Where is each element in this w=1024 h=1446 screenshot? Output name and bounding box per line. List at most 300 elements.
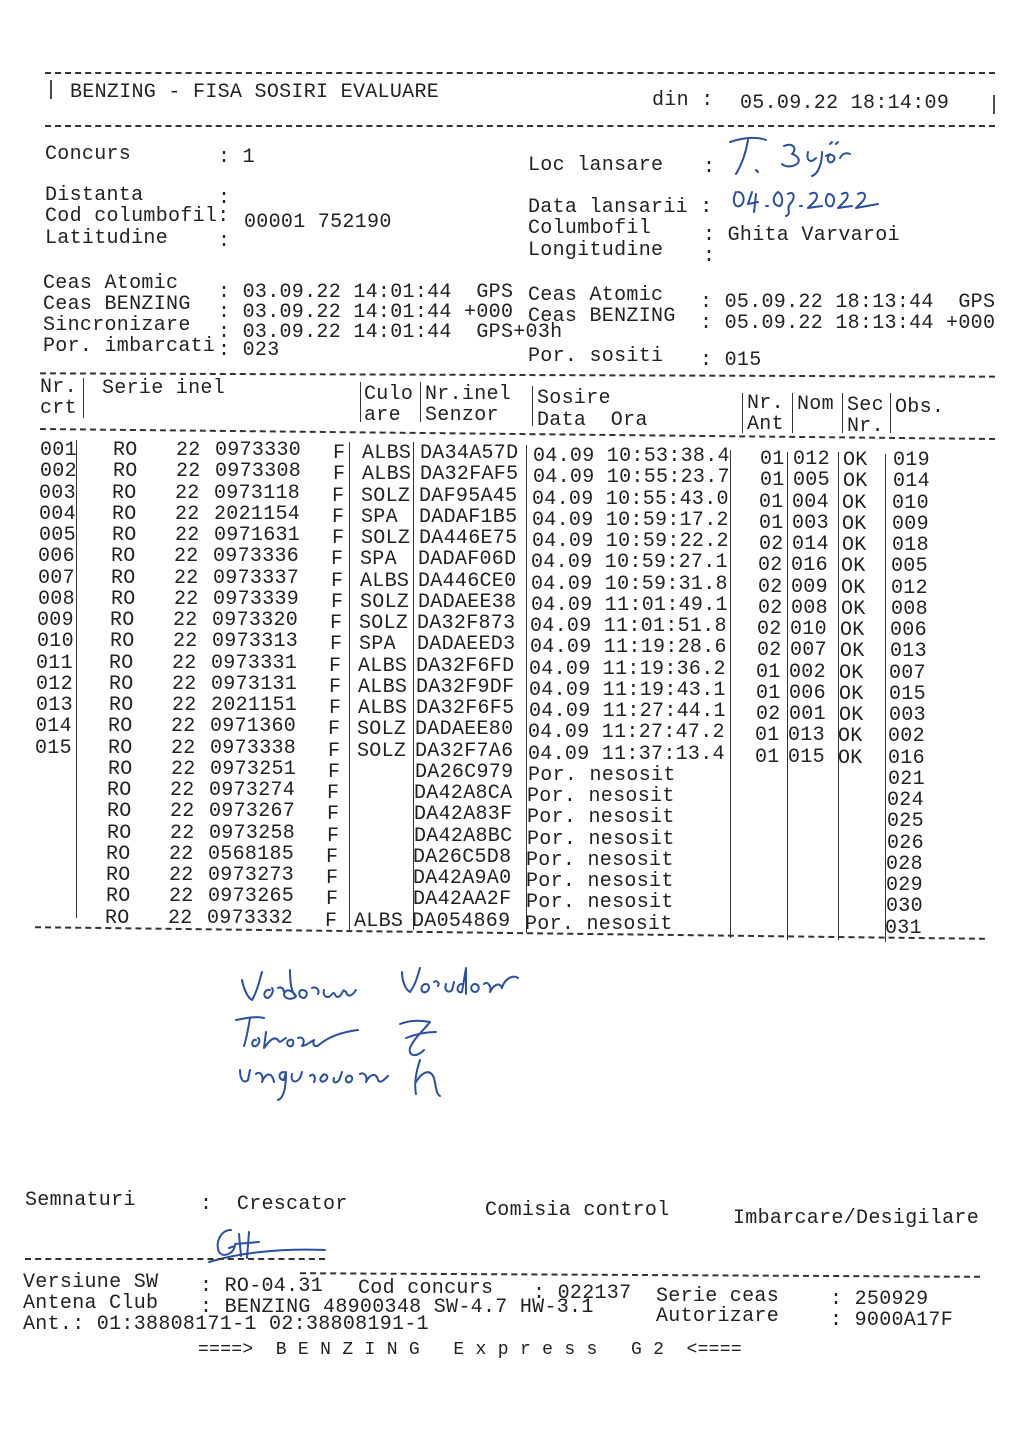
arrival-time: 04.09 11:19:36.2 [529, 658, 726, 681]
column-rule [349, 442, 350, 930]
color: ALBS [358, 655, 408, 678]
ring-country: RO [110, 609, 135, 632]
sex: F [329, 655, 342, 678]
data-lansarii-label: Data lansarii : [528, 196, 713, 219]
sec-nr: OK [838, 725, 863, 748]
ring-serial: 0973331 [211, 652, 298, 675]
color: SPA [359, 633, 396, 656]
antenna: 02 [758, 576, 783, 599]
col-sec-header: Sec [847, 394, 884, 417]
row-number: 011 [36, 652, 73, 675]
divider [45, 72, 995, 74]
sex: F [332, 506, 345, 529]
obs: 016 [888, 747, 925, 770]
serie-ceas-label: Serie ceas [656, 1285, 780, 1308]
ring-year: 22 [170, 779, 195, 802]
latitudine-label: Latitudine [45, 227, 169, 250]
arrival-time: Por. nesosit [526, 870, 674, 893]
ring-year: 22 [173, 630, 198, 653]
sensor-ring: DA42A8CA [414, 782, 513, 805]
column-rule [730, 450, 731, 938]
ring-country: RO [113, 439, 138, 462]
ring-country: RO [106, 864, 131, 887]
arrival-time: 04.09 11:01:49.1 [531, 594, 728, 617]
cod-concurs-label: Cod concurs [358, 1277, 494, 1300]
ring-country: RO [105, 907, 130, 930]
obs: 026 [887, 832, 924, 855]
obs: 003 [889, 704, 926, 727]
sex: F [325, 910, 338, 933]
cod-concurs-value: : 022137 [533, 1282, 632, 1305]
sec-nr: OK [840, 619, 865, 642]
sensor-ring: DADAEED3 [417, 633, 516, 656]
sex: F [333, 442, 346, 465]
ring-country: RO [109, 673, 134, 696]
row-number: 007 [38, 567, 75, 590]
imbarcare-desigilare-label: Imbarcare/Desigilare [733, 1207, 980, 1230]
ring-serial: 0973332 [207, 907, 294, 930]
row-number: 008 [38, 588, 75, 611]
color: SOLZ [361, 527, 411, 550]
ring-serial: 0973267 [209, 800, 296, 823]
row-number: 012 [36, 673, 73, 696]
sex: F [326, 846, 339, 869]
nom: 016 [791, 554, 828, 577]
antenna: 01 [756, 682, 781, 705]
divider [25, 1258, 325, 1260]
ring-country: RO [107, 822, 132, 845]
sensor-ring: DADAEE38 [418, 591, 517, 614]
sex: F [327, 782, 340, 805]
ring-serial: 0971360 [210, 715, 297, 738]
ceas-benzing-label: Ceas BENZING [43, 293, 191, 316]
cod-columbofil-label: Cod columbofil: [45, 205, 230, 228]
column-rule [842, 393, 843, 433]
ring-year: 22 [169, 885, 194, 908]
sensor-ring: DADAF1B5 [419, 506, 518, 529]
column-rule [532, 386, 533, 426]
color: SOLZ [359, 612, 409, 635]
column-rule [787, 452, 788, 940]
border-bar: | [988, 94, 1001, 117]
sec-nr: OK [841, 598, 866, 621]
antenna-ids: Ant.: 01:38808171-1 02:38808191-1 [23, 1313, 429, 1336]
antenna: 01 [755, 746, 780, 769]
col-nom-header: Nom [797, 393, 834, 416]
obs: 021 [888, 768, 925, 791]
ring-year: 22 [172, 673, 197, 696]
col-culoare-header-2: are [364, 404, 401, 427]
obs: 013 [890, 640, 927, 663]
color: ALBS [362, 442, 412, 465]
sec-nr: OK [839, 662, 864, 685]
obs: 014 [893, 470, 930, 493]
obs: 025 [887, 810, 924, 833]
row-number: 005 [39, 524, 76, 547]
antenna: 02 [756, 703, 781, 726]
longitudine-value: : [703, 245, 716, 268]
sex: F [332, 485, 345, 508]
antenna: 02 [757, 618, 782, 641]
ring-year: 22 [168, 907, 193, 930]
arrival-time: 04.09 10:59:27.1 [531, 551, 728, 574]
obs: 030 [886, 895, 923, 918]
obs: 028 [886, 853, 923, 876]
por-imbarcati-label: Por. imbarcati [43, 335, 216, 358]
crescator-signature [205, 1222, 335, 1272]
ring-year: 22 [172, 694, 197, 717]
arrival-time: Por. nesosit [525, 913, 673, 936]
ring-serial: 0973313 [212, 630, 299, 653]
sensor-ring: DA446E75 [419, 527, 518, 550]
por-sositi-value: : 015 [700, 349, 762, 372]
ring-serial: 0973258 [209, 822, 296, 845]
col-sosire-header-2: Data Ora [537, 409, 648, 432]
sensor-ring: DA054869 [412, 910, 511, 933]
ring-country: RO [112, 482, 137, 505]
ring-year: 22 [169, 843, 194, 866]
ring-serial: 2021154 [214, 503, 301, 526]
ceas-atomic-value: : 03.09.22 14:01:44 GPS [218, 281, 514, 304]
column-rule [890, 393, 891, 433]
sensor-ring: DA446CE0 [418, 570, 517, 593]
obs: 005 [891, 555, 928, 578]
nom: 005 [793, 469, 830, 492]
sensor-ring: DAF95A45 [419, 485, 518, 508]
divider [45, 125, 995, 127]
autorizare-label: Autorizare [656, 1305, 780, 1328]
sex: F [327, 825, 340, 848]
sensor-ring: DA42A9A0 [413, 867, 512, 890]
distanta-value: : [218, 187, 231, 210]
sincronizare-label: Sincronizare [43, 314, 191, 337]
versiune-sw-value: : RO-04.31 [200, 1275, 324, 1298]
ring-serial: 0973336 [213, 545, 300, 568]
obs: 009 [892, 513, 929, 536]
nom: 007 [790, 639, 827, 662]
col-ant-header-2: Ant [747, 413, 784, 436]
sec-nr: OK [839, 704, 864, 727]
antenna: 01 [760, 448, 785, 471]
handwritten-loc-lansare [722, 130, 862, 185]
din-value: 05.09.22 18:14:09 [740, 92, 950, 115]
ring-country: RO [112, 524, 137, 547]
color: SPA [360, 548, 397, 571]
col-serie-header: Serie inel [102, 377, 226, 400]
col-senzor-header-2: Senzor [425, 404, 499, 427]
antenna: 01 [755, 724, 780, 747]
ceas-benzing-sosire-value: : 05.09.22 18:13:44 +000 [700, 312, 996, 335]
ring-serial: 0973274 [209, 779, 296, 802]
row-number: 015 [35, 737, 72, 760]
antenna: 01 [756, 661, 781, 684]
sensor-ring: DADAEE80 [415, 718, 514, 741]
ring-serial: 0973308 [215, 460, 302, 483]
nom: 003 [792, 512, 829, 535]
ring-country: RO [106, 885, 131, 908]
sec-nr: OK [840, 640, 865, 663]
columbofil-value: : Ghita Varvaroi [703, 224, 900, 247]
sensor-ring: DA34A57D [420, 442, 519, 465]
loc-lansare-colon: : [703, 156, 716, 179]
color: ALBS [358, 676, 408, 699]
sensor-ring: DA32F7A6 [415, 740, 514, 763]
arrival-time: 04.09 10:59:22.2 [532, 530, 729, 553]
ring-country: RO [111, 567, 136, 590]
ring-year: 22 [175, 524, 200, 547]
sex: F [333, 463, 346, 486]
nom: 001 [789, 703, 826, 726]
ring-country: RO [107, 779, 132, 802]
ceas-atomic-label: Ceas Atomic [43, 272, 179, 295]
sex: F [326, 888, 339, 911]
sex: F [326, 867, 339, 890]
col-obs-header: Obs. [895, 396, 945, 419]
sex: F [329, 697, 342, 720]
obs: 015 [889, 683, 926, 706]
ring-country: RO [108, 758, 133, 781]
sec-nr: OK [843, 449, 868, 472]
ring-country: RO [107, 800, 132, 823]
sex: F [329, 676, 342, 699]
row-number: 003 [39, 482, 76, 505]
loc-lansare-label: Loc lansare [528, 154, 664, 177]
col-ant-header: Nr. [747, 392, 784, 415]
row-number: 006 [38, 545, 75, 568]
ring-country: RO [109, 652, 134, 675]
row-number: 002 [40, 460, 77, 483]
obs: 012 [891, 577, 928, 600]
ring-country: RO [110, 630, 135, 653]
concurs-value: : 1 [218, 146, 255, 169]
ring-year: 22 [174, 567, 199, 590]
arrival-time: 04.09 10:59:31.8 [531, 573, 728, 596]
antenna: 02 [759, 533, 784, 556]
row-number: 009 [37, 609, 74, 632]
row-number: 010 [37, 630, 74, 653]
ring-year: 22 [175, 482, 200, 505]
serie-ceas-value: : 250929 [830, 1288, 929, 1311]
ring-year: 22 [170, 822, 195, 845]
nom: 012 [793, 448, 830, 471]
sec-nr: OK [841, 577, 866, 600]
obs: 006 [890, 619, 927, 642]
antena-club-value: : BENZING 48900348 SW-4.7 HW-3.1 [200, 1296, 594, 1319]
nom: 015 [788, 746, 825, 769]
nom: 008 [791, 597, 828, 620]
ring-year: 22 [174, 588, 199, 611]
arrival-time: 04.09 11:01:51.8 [530, 615, 727, 638]
sensor-ring: DA42A8BC [414, 825, 513, 848]
ring-serial: 0973265 [208, 885, 295, 908]
col-sec-header-2: Nr. [847, 415, 884, 438]
nom: 006 [789, 682, 826, 705]
column-rule [76, 440, 77, 918]
arrival-time: Por. nesosit [527, 785, 675, 808]
ceas-atomic-sosire-label: Ceas Atomic [528, 284, 664, 307]
antenna: 02 [758, 597, 783, 620]
color: SOLZ [357, 718, 407, 741]
antenna: 02 [757, 639, 782, 662]
ring-serial: 0973251 [210, 758, 297, 781]
arrival-time: 04.09 11:19:43.1 [529, 679, 726, 702]
ring-country: RO [106, 843, 131, 866]
obs: 002 [888, 725, 925, 748]
obs: 029 [886, 874, 923, 897]
column-rule [83, 378, 84, 418]
columbofil-label: Columbofil [528, 217, 652, 240]
ring-country: RO [112, 503, 137, 526]
column-rule [360, 382, 361, 422]
arrival-time: 04.09 11:27:44.1 [529, 700, 726, 723]
ring-serial: 0973118 [214, 482, 301, 505]
autorizare-value: : 9000A17F [830, 1309, 954, 1332]
sex: F [330, 633, 343, 656]
arrival-time: 04.09 10:59:17.2 [532, 509, 729, 532]
color: SPA [361, 506, 398, 529]
ring-country: RO [111, 588, 136, 611]
sec-nr: OK [839, 683, 864, 706]
arrival-time: 04.09 10:55:43.0 [532, 488, 729, 511]
sex: F [331, 548, 344, 571]
column-rule [742, 393, 743, 433]
ring-serial: 0568185 [208, 843, 295, 866]
nom: 009 [791, 576, 828, 599]
ring-country: RO [111, 545, 136, 568]
column-rule [792, 393, 793, 433]
ring-year: 22 [171, 715, 196, 738]
obs: 024 [887, 789, 924, 812]
nom: 014 [792, 533, 829, 556]
distanta-label: Distanta [45, 184, 144, 207]
antenna: 01 [759, 512, 784, 535]
ring-serial: 0973337 [213, 567, 300, 590]
ring-serial: 0973131 [211, 673, 298, 696]
col-culoare-header: Culo [364, 383, 414, 406]
ring-serial: 2021151 [211, 694, 298, 717]
sex: F [328, 761, 341, 784]
arrival-time: Por. nesosit [527, 806, 675, 829]
sec-nr: OK [842, 513, 867, 536]
por-imbarcati-value: : 023 [218, 339, 280, 362]
sex: F [331, 591, 344, 614]
ceas-benzing-value: : 03.09.22 14:01:44 +000 [218, 301, 514, 324]
color: ALBS [354, 910, 404, 933]
ring-country: RO [108, 737, 133, 760]
longitudine-label: Longitudine [528, 239, 664, 262]
col-nr-header-2: crt [40, 397, 77, 420]
concurs-label: Concurs [45, 143, 132, 166]
sec-nr: OK [841, 555, 866, 578]
col-nr-header: Nr. [40, 376, 77, 399]
sec-nr: OK [842, 534, 867, 557]
antena-club-label: Antena Club [23, 1292, 159, 1315]
sensor-ring: DA32F6F5 [416, 697, 515, 720]
arrival-time: 04.09 10:55:23.7 [533, 466, 730, 489]
col-senzor-header: Nr.inel [425, 383, 512, 406]
ring-year: 22 [174, 545, 199, 568]
sex: F [331, 570, 344, 593]
ring-serial: 0973320 [212, 609, 299, 632]
row-number: 014 [35, 715, 72, 738]
nom: 004 [792, 491, 829, 514]
row-number: 001 [40, 439, 77, 462]
sex: F [330, 612, 343, 635]
sex: F [332, 527, 345, 550]
arrival-time: Por. nesosit [526, 891, 674, 914]
arrival-time: 04.09 11:37:13.4 [528, 743, 725, 766]
crescator-label: : Crescator [200, 1193, 348, 1216]
ring-serial: 0973339 [213, 588, 300, 611]
ring-year: 22 [172, 652, 197, 675]
sensor-ring: DA26C979 [415, 761, 514, 784]
ring-country: RO [108, 715, 133, 738]
ring-year: 22 [170, 800, 195, 823]
color: SOLZ [357, 740, 407, 763]
nom: 002 [789, 661, 826, 684]
sensor-ring: DA26C5D8 [413, 846, 512, 869]
ring-year: 22 [176, 460, 201, 483]
arrival-time: Por. nesosit [527, 828, 675, 851]
arrival-time: 04.09 11:19:28.6 [530, 636, 727, 659]
comisia-control-label: Comisia control [485, 1199, 670, 1222]
sensor-ring: DA32F9DF [416, 676, 515, 699]
ring-year: 22 [176, 439, 201, 462]
ring-year: 22 [175, 503, 200, 526]
sensor-ring: DADAF06D [418, 548, 517, 571]
color: ALBS [362, 463, 412, 486]
arrival-time: 04.09 10:53:38.4 [533, 445, 730, 468]
column-rule [420, 382, 421, 422]
sec-nr: OK [838, 747, 863, 770]
handwritten-signatures [230, 960, 550, 1110]
ring-serial: 0973273 [208, 864, 295, 887]
arrival-time: 04.09 11:27:47.2 [528, 721, 725, 744]
obs: 008 [891, 598, 928, 621]
din-label: din : [652, 89, 714, 112]
sensor-ring: DA42AA2F [413, 888, 512, 911]
obs: 010 [892, 492, 929, 515]
arrival-time: Por. nesosit [526, 849, 674, 872]
ring-country: RO [109, 694, 134, 717]
nom: 010 [790, 618, 827, 641]
color: SOLZ [360, 591, 410, 614]
sincronizare-value: : 03.09.22 14:01:44 GPS+03h [218, 321, 563, 344]
border-bar: | [45, 79, 58, 102]
latitudine-value: : [218, 230, 231, 253]
obs: 007 [889, 662, 926, 685]
versiune-sw-label: Versiune SW [23, 1271, 159, 1294]
document-title: BENZING - FISA SOSIRI EVALUARE [70, 81, 440, 104]
sensor-ring: DA32F873 [417, 612, 516, 635]
ring-serial: 0971631 [214, 524, 301, 547]
nom: 013 [788, 724, 825, 747]
col-sosire-header: Sosire [537, 387, 611, 410]
sex: F [327, 803, 340, 826]
sensor-ring: DA32FAF5 [420, 463, 519, 486]
ring-country: RO [113, 460, 138, 483]
antenna: 01 [760, 469, 785, 492]
obs: 019 [893, 449, 930, 472]
row-number: 004 [39, 503, 76, 526]
brand-line: ====> B E N Z I N G E x p r e s s G 2 <==== [198, 1340, 742, 1360]
arrival-time: Por. nesosit [528, 764, 676, 787]
por-sositi-label: Por. sositi [528, 345, 664, 368]
ring-year: 22 [173, 609, 198, 632]
sec-nr: OK [842, 492, 867, 515]
cod-columbofil-value: 00001 752190 [244, 211, 392, 234]
antenna: 02 [758, 554, 783, 577]
